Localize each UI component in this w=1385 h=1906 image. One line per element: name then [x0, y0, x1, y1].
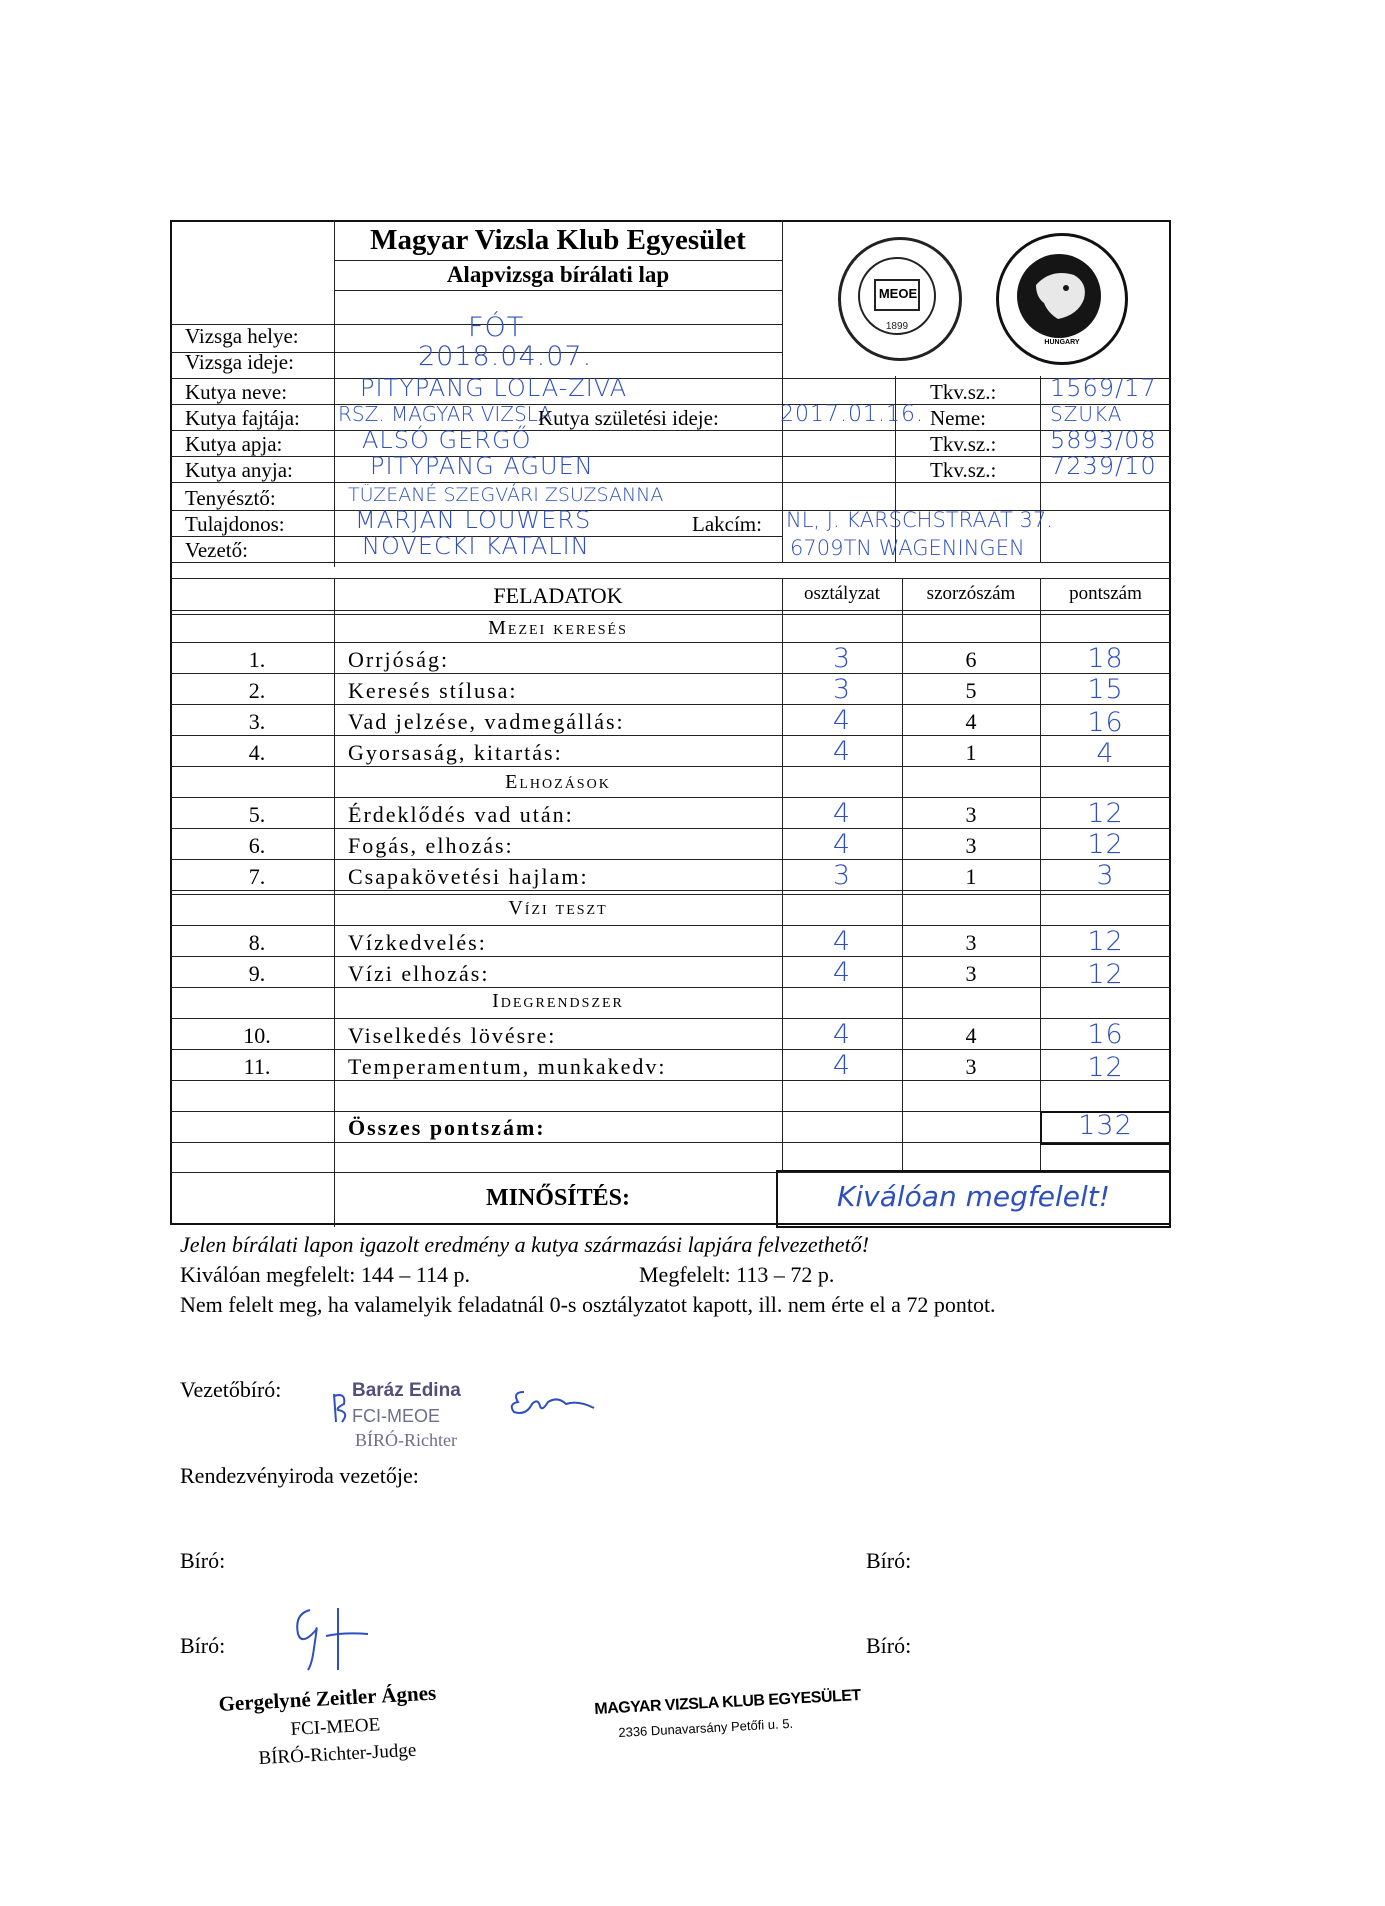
section-retrieve: Elhozások	[505, 771, 611, 793]
grid-line	[170, 562, 1171, 563]
multiplier-value: 3	[965, 802, 977, 827]
task-label: Viselkedés lövésre:	[348, 1023, 557, 1048]
breed-label: Kutya fajtája:	[185, 406, 300, 430]
grid-line	[170, 890, 1171, 891]
grid-line	[782, 220, 783, 380]
place-value: FÓT	[468, 312, 525, 343]
mvke-country: HUNGARY	[1044, 339, 1080, 346]
form-title: Alapvizsga bírálati lap	[446, 262, 670, 287]
sire-tkv-value: 5893/08	[1050, 426, 1157, 454]
multiplier-value: 6	[965, 647, 977, 672]
meoe-year: 1899	[885, 321, 909, 332]
points-value: 4	[1096, 738, 1115, 769]
points-value: 18	[1087, 643, 1124, 674]
meoe-mark: MEOE	[878, 286, 918, 301]
rating-label: MINŐSÍTÉS:	[485, 1185, 631, 1211]
grid-line	[170, 578, 1171, 579]
multiplier-value: 1	[965, 864, 977, 889]
multiplier-value: 4	[965, 1023, 977, 1048]
task-label: Vízkedvelés:	[348, 930, 487, 955]
judge-signature	[288, 1600, 388, 1680]
task-label: Vad jelzése, vadmegállás:	[348, 709, 625, 734]
points-value: 12	[1087, 798, 1124, 829]
owner-value: MARJAN LOUWERS	[355, 506, 592, 534]
grid-line	[170, 378, 1171, 379]
task-label: Csapakövetési hajlam:	[348, 864, 589, 889]
grid-line	[170, 859, 1171, 860]
task-label: Vízi elhozás:	[348, 961, 490, 986]
grid-line	[170, 1080, 1171, 1081]
grid-line	[170, 1049, 1171, 1050]
chief-judge-label: Vezetőbíró:	[180, 1377, 282, 1402]
multiplier-value: 3	[965, 930, 977, 955]
date-label: Vizsga ideje:	[185, 350, 294, 374]
form-sheet	[170, 220, 1171, 1225]
multiplier-value: 3	[965, 833, 977, 858]
grid-line	[170, 456, 1171, 457]
grade-value: 3	[832, 674, 852, 705]
task-label: Érdeklődés vad után:	[348, 802, 574, 827]
total-value: 132	[1078, 1110, 1133, 1141]
grid-line	[170, 766, 1171, 767]
grade-value: 4	[832, 1019, 852, 1050]
note-pass: Megfelelt: 113 – 72 p.	[639, 1262, 835, 1287]
dam-tkv-label: Tkv.sz.:	[930, 458, 997, 482]
grid-line	[170, 925, 1171, 926]
judge-stamp-org: FCI-MEOE	[290, 1714, 381, 1740]
grid-line	[170, 610, 1171, 611]
grid-line	[170, 673, 1171, 674]
handler-label: Vezető:	[185, 538, 248, 562]
row-number: 1.	[248, 647, 266, 672]
judge-label-2: Bíró:	[866, 1548, 912, 1573]
sire-label: Kutya apja:	[185, 432, 283, 456]
col-tasks: FELADATOK	[493, 583, 623, 608]
grid-line	[170, 642, 1171, 643]
grid-line	[170, 404, 1171, 405]
dam-label: Kutya anyja:	[185, 458, 293, 482]
judge-stamp-role: BÍRÓ-Richter-Judge	[258, 1739, 417, 1769]
grid-line	[170, 704, 1171, 705]
points-value: 12	[1087, 829, 1124, 860]
grade-value: 4	[832, 705, 852, 736]
rating-value: Kiválóan megfelelt!	[837, 1180, 1110, 1213]
place-label: Vizsga helye:	[185, 324, 299, 348]
row-number: 8.	[248, 930, 266, 955]
col-mult: szorzószám	[926, 583, 1016, 604]
sex-value: SZUKA	[1050, 402, 1123, 426]
task-label: Temperamentum, munkakedv:	[348, 1054, 667, 1079]
row-number: 5.	[248, 802, 266, 827]
owner-label: Tulajdonos:	[185, 512, 285, 536]
points-value: 12	[1087, 926, 1124, 957]
grade-value: 4	[832, 957, 852, 988]
col-grade: osztályzat	[804, 583, 880, 604]
club-stamp-address: 2336 Dunavarsány Petőfi u. 5.	[618, 1715, 794, 1740]
task-label: Keresés stílusa:	[348, 678, 518, 703]
chief-judge-signature	[326, 1382, 626, 1442]
sex-label: Neme:	[930, 406, 986, 430]
chief-judge-stamp-org: FCI-MEOE	[352, 1406, 440, 1426]
chief-judge-stamp-name: Baráz Edina	[352, 1380, 461, 1401]
row-number: 9.	[248, 961, 266, 986]
multiplier-value: 1	[965, 740, 977, 765]
row-number: 4.	[248, 740, 266, 765]
row-number: 2.	[248, 678, 266, 703]
breeder-label: Tenyésztő:	[185, 486, 276, 510]
sire-value: ALSÓ GERGŐ	[362, 426, 532, 454]
points-value: 16	[1087, 1019, 1124, 1050]
grid-line	[170, 797, 1171, 798]
grade-value: 4	[832, 926, 852, 957]
mvke-logo	[996, 233, 1128, 365]
judge-label-1: Bíró:	[180, 1548, 226, 1573]
grid-line	[170, 735, 1171, 736]
grade-value: 4	[832, 798, 852, 829]
grade-value: 4	[832, 736, 852, 767]
dam-value: PITYPANG AGUEN	[370, 452, 594, 480]
row-number: 7.	[248, 864, 266, 889]
office-label: Rendezvényiroda vezetője:	[180, 1463, 419, 1488]
grid-line	[170, 894, 1171, 895]
task-label: Orrjóság:	[348, 647, 450, 672]
judge-stamp-name: Gergelyné Zeitler Ágnes	[218, 1680, 437, 1716]
meoe-logo	[838, 237, 962, 361]
breeder-value: TÜZEANÉ SZEGVÁRI ZSUZSANNA	[348, 484, 664, 506]
grid-line	[902, 578, 903, 1173]
section-field: Mezei keresés	[488, 617, 628, 639]
col-points: pontszám	[1069, 583, 1142, 604]
grade-value: 4	[832, 829, 852, 860]
points-value: 16	[1087, 707, 1124, 738]
date-value: 2018.04.07.	[418, 341, 593, 372]
grid-line	[334, 578, 335, 1173]
multiplier-value: 5	[965, 678, 977, 703]
dog-tkv-value: 1569/17	[1050, 374, 1157, 402]
row-number: 3.	[248, 709, 266, 734]
note-line3: Nem felelt meg, ha valamelyik feladatnál 0-s osztályzatot kapott, ill. nem érte el a 72 pontot.	[180, 1292, 996, 1317]
row-number: 11.	[243, 1054, 271, 1079]
grade-value: 3	[832, 643, 852, 674]
address-label: Lakcím:	[692, 512, 762, 536]
total-label: Összes pontszám:	[348, 1115, 546, 1140]
grade-value: 4	[832, 1050, 852, 1081]
birth-value: 2017.01.16.	[780, 402, 924, 427]
multiplier-value: 4	[965, 709, 977, 734]
grid-line	[170, 1142, 1171, 1143]
address-line1: NL, J. KARSCHSTRAAT 37.	[786, 508, 1053, 532]
multiplier-value: 3	[965, 961, 977, 986]
points-value: 15	[1087, 674, 1124, 705]
grid-line	[170, 956, 1171, 957]
grid-line	[170, 828, 1171, 829]
dog-name-label: Kutya neve:	[185, 380, 288, 404]
grade-value: 3	[832, 860, 852, 891]
club-stamp-name: MAGYAR VIZSLA KLUB EGYESÜLET	[594, 1687, 862, 1718]
dog-tkv-label: Tkv.sz.:	[930, 380, 997, 404]
judge-label-4: Bíró:	[866, 1633, 912, 1658]
note-line1: Jelen bírálati lapon igazolt eredmény a kutya származási lapjára felvezethető!	[180, 1232, 870, 1257]
grid-line	[334, 260, 782, 261]
task-label: Fogás, elhozás:	[348, 833, 514, 858]
judge-label-3: Bíró:	[180, 1633, 226, 1658]
row-number: 6.	[248, 833, 266, 858]
multiplier-value: 3	[965, 1054, 977, 1079]
grid-line	[170, 987, 1171, 988]
birth-label: Kutya születési ideje:	[538, 406, 719, 430]
dam-tkv-value: 7239/10	[1050, 452, 1157, 480]
points-value: 12	[1087, 959, 1124, 990]
handler-value: NOVECKI KATALIN	[362, 532, 590, 560]
grid-line	[170, 614, 1171, 615]
address-line2: 6709TN WAGENINGEN	[790, 536, 1025, 560]
sire-tkv-label: Tkv.sz.:	[930, 432, 997, 456]
points-value: 3	[1096, 860, 1115, 891]
grid-line	[170, 1018, 1171, 1019]
club-title: Magyar Vizsla Klub Egyesület	[370, 224, 746, 256]
section-water: Vízi teszt	[508, 897, 608, 919]
row-number: 10.	[243, 1023, 271, 1048]
dog-name-value: PITYPANG LOLA-ZIVA	[360, 374, 628, 402]
breed-value: RSZ. MAGYAR VIZSLA	[338, 402, 552, 426]
task-label: Gyorsaság, kitartás:	[348, 740, 563, 765]
note-excellent: Kiválóan megfelelt: 144 – 114 p.	[180, 1262, 471, 1287]
grid-line	[170, 482, 1171, 483]
chief-judge-stamp-role: BÍRÓ-Richter	[355, 1430, 457, 1450]
section-discipline: Idegrendszer	[492, 990, 624, 1012]
grid-line	[334, 290, 782, 291]
points-value: 12	[1087, 1052, 1124, 1083]
grid-line	[170, 1111, 1171, 1112]
